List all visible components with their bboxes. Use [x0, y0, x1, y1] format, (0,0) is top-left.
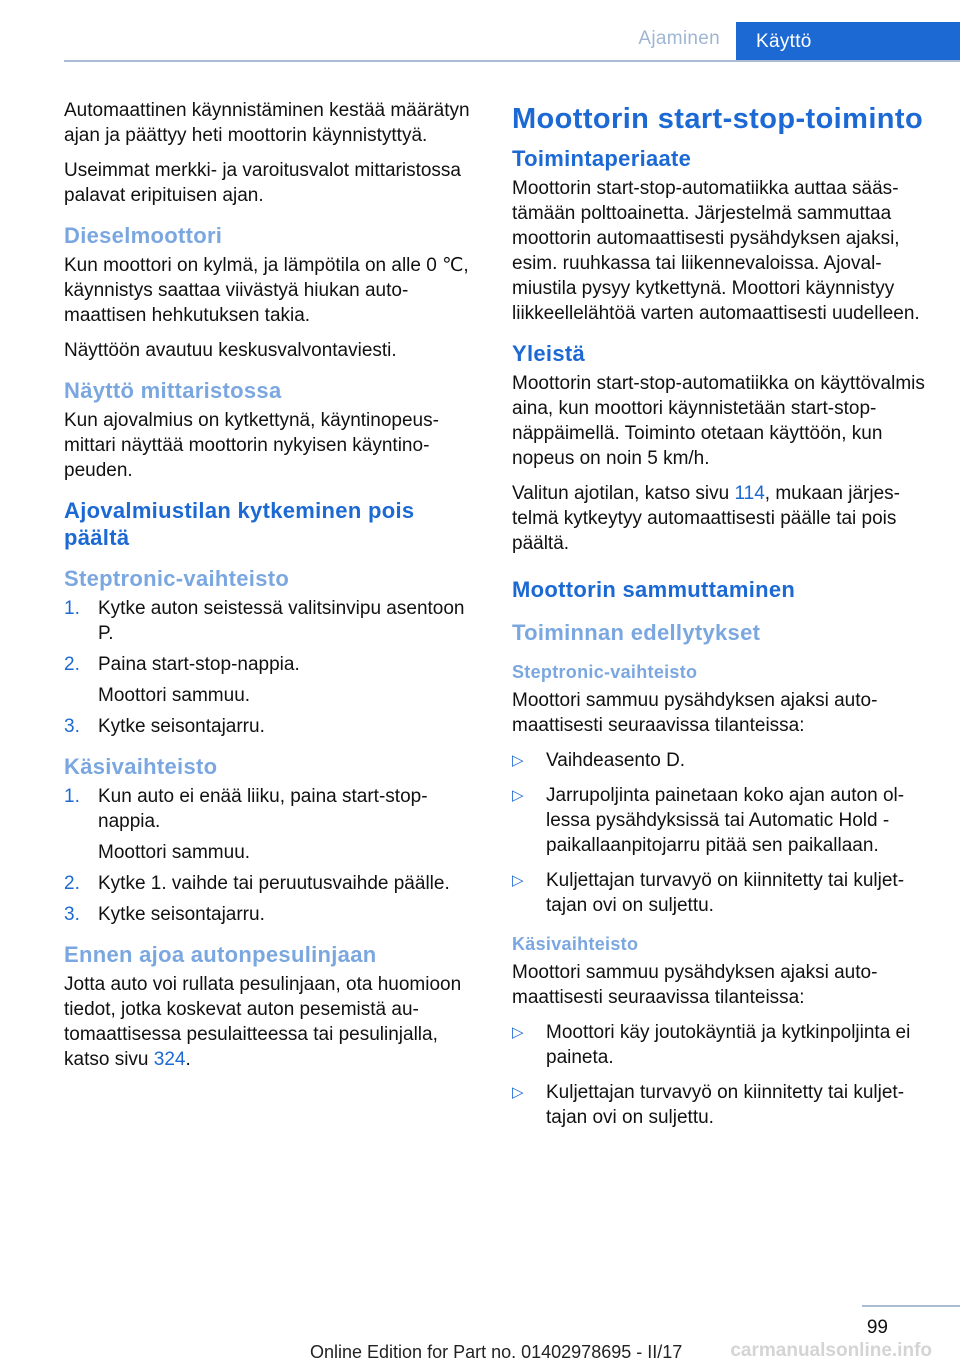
- paragraph: Moottori sammuu pysähdyksen ajaksi automaattisesti seuraavissa tilanteissa:: [512, 690, 878, 736]
- heading-manual: Käsivaihteisto: [512, 934, 639, 954]
- wash-text: Jotta auto voi rullata pesulinjaan, ota huomioon tiedot, jotka koskevat auton pesemistä automaattisessa pesulaitteessa tai pesulinjalla, katso sivu: [64, 974, 462, 1070]
- step-text: Kun auto ei enää liiku, paina start-stop-nappia.: [98, 786, 428, 832]
- list-item: [64, 871, 480, 896]
- triangle-bullet-icon: ▷: [512, 752, 524, 769]
- triangle-bullet-icon: ▷: [512, 1084, 524, 1101]
- step-number: 2.: [64, 654, 80, 675]
- heading-general: Yleistä: [512, 341, 586, 366]
- paragraph: [64, 972, 480, 1072]
- step-result: Moottori sammuu.: [98, 685, 251, 706]
- list-item: [512, 1080, 928, 1130]
- heading-manual: Käsivaihteisto: [64, 754, 218, 779]
- step-number: 1.: [64, 598, 80, 619]
- step-text: Kytke 1. vaihde tai peruutusvaihde päälle.: [98, 873, 450, 894]
- general-text-a: Valitun ajotilan, katso sivu: [512, 483, 735, 504]
- list-item: [512, 868, 928, 918]
- heading-conditions: Toiminnan edellytykset: [512, 620, 761, 645]
- step-number: 3.: [64, 716, 80, 737]
- paragraph: Näyttöön avautuu keskusvalvontaviesti.: [64, 340, 397, 361]
- page-link-114[interactable]: 114: [734, 483, 765, 504]
- heading-steptronic: Steptronic-vaihteisto: [512, 662, 698, 682]
- step-number: 3.: [64, 904, 80, 925]
- paragraph: Kun moottori on kylmä, ja lämpötila on alle 0 ℃, käynnistys saattaa viivästyä hiukan automaattisen hehkutuksen takia.: [64, 255, 469, 326]
- triangle-bullet-icon: ▷: [512, 787, 524, 804]
- general-text-b: , mukaan järjestelmä kytkeytyy automaattisesti päälle tai pois päältä.: [512, 483, 900, 554]
- list-item: [64, 596, 480, 646]
- page-header: [64, 22, 960, 62]
- paragraph: Kun ajovalmius on kytkettynä, käyntinopeusmittari näyttää moottorin nykyisen käyntinopeuden.: [64, 410, 439, 481]
- paragraph: [512, 481, 928, 556]
- step-number: 2.: [64, 873, 80, 894]
- page-link-324[interactable]: 324: [153, 1049, 186, 1070]
- triangle-bullet-icon: ▷: [512, 1024, 524, 1041]
- list-item: [64, 784, 480, 834]
- footer-rule: [862, 1305, 960, 1307]
- paragraph: Moottorin start-stop-automatiikka auttaa säästämään polttoainetta. Järjestelmä sammuttaa moottorin automaattisesti pysähdyksen ajaksi, esim. ruuhkassa tai liikennevaloissa. Ajovalmiustila pysyy kytkettynä. Moottori käynnistyy liikkeellelähtöä varten automaattisesti uudelleen.: [512, 178, 920, 324]
- heading-diesel: Dieselmoottori: [64, 223, 223, 248]
- heading-steptronic: Steptronic-vaihteisto: [64, 566, 290, 591]
- header-section-label: Ajaminen: [638, 28, 720, 49]
- bullet-text: Jarrupoljinta painetaan koko ajan auton ollessa pysähdyksissä tai Automatic Hold -paikallaanpitojarru pitää sen paikallaan.: [546, 785, 905, 856]
- triangle-bullet-icon: ▷: [512, 872, 524, 889]
- edition-note: Online Edition for Part no. 01402978695 - II/17: [310, 1342, 683, 1362]
- left-column: [64, 98, 480, 1082]
- bullet-text: Vaihdeasento D.: [546, 750, 686, 771]
- bullet-text: Kuljettajan turvavyö on kiinnitetty tai kuljettajan ovi on suljettu.: [546, 870, 905, 916]
- section-title: Moottorin start-stop-toiminto: [512, 103, 924, 135]
- list-item: [512, 783, 928, 858]
- heading-principle: Toimintaperiaate: [512, 146, 692, 171]
- heading-display: Näyttö mittaristossa: [64, 378, 282, 403]
- paragraph: Useimmat merkki- ja varoitusvalot mittaristossa palavat eripituisen ajan.: [64, 160, 461, 206]
- list-item: [64, 652, 480, 677]
- paragraph: Moottorin start-stop-automatiikka on käyttövalmis aina, kun moottori käynnistetään start-stop-näppäimellä. Toiminto otetaan käyttöön, kun nopeus on noin 5 km/h.: [512, 373, 925, 469]
- wash-text-end: .: [185, 1049, 191, 1070]
- list-item: [64, 902, 480, 927]
- header-chapter-tab: Käyttö: [736, 22, 960, 62]
- header-rule: [64, 60, 960, 62]
- right-column: [512, 98, 928, 1140]
- page-number: 99: [866, 1317, 888, 1338]
- step-text: Kytke seisontajarru.: [98, 904, 265, 925]
- step-number: 1.: [64, 786, 80, 807]
- step-text: Paina start-stop-nappia.: [98, 654, 300, 675]
- paragraph: Automaattinen käynnistäminen kestää määrätyn ajan ja päättyy heti moottorin käynnistyttyä.: [64, 100, 470, 146]
- bullet-text: Moottori käy joutokäyntiä ja kytkinpoljinta ei paineta.: [546, 1022, 911, 1068]
- bullet-text: Kuljettajan turvavyö on kiinnitetty tai kuljettajan ovi on suljettu.: [546, 1082, 905, 1128]
- list-item: [512, 1020, 928, 1070]
- heading-car-wash: Ennen ajoa autonpesulinjaan: [64, 942, 377, 967]
- step-text: Kytke seisontajarru.: [98, 716, 265, 737]
- list-item: [64, 714, 480, 739]
- step-text: Kytke auton seistessä valitsinvipu asentoon P.: [98, 598, 465, 644]
- step-result: Moottori sammuu.: [98, 842, 251, 863]
- list-item: [512, 748, 928, 773]
- heading-shutdown: Moottorin sammuttaminen: [512, 577, 796, 602]
- paragraph: Moottori sammuu pysähdyksen ajaksi automaattisesti seuraavissa tilanteissa:: [512, 962, 878, 1008]
- heading-switch-off: Ajovalmiustilan kytkeminen pois päältä: [64, 498, 415, 550]
- watermark: carmanualsonline.info: [730, 1340, 932, 1361]
